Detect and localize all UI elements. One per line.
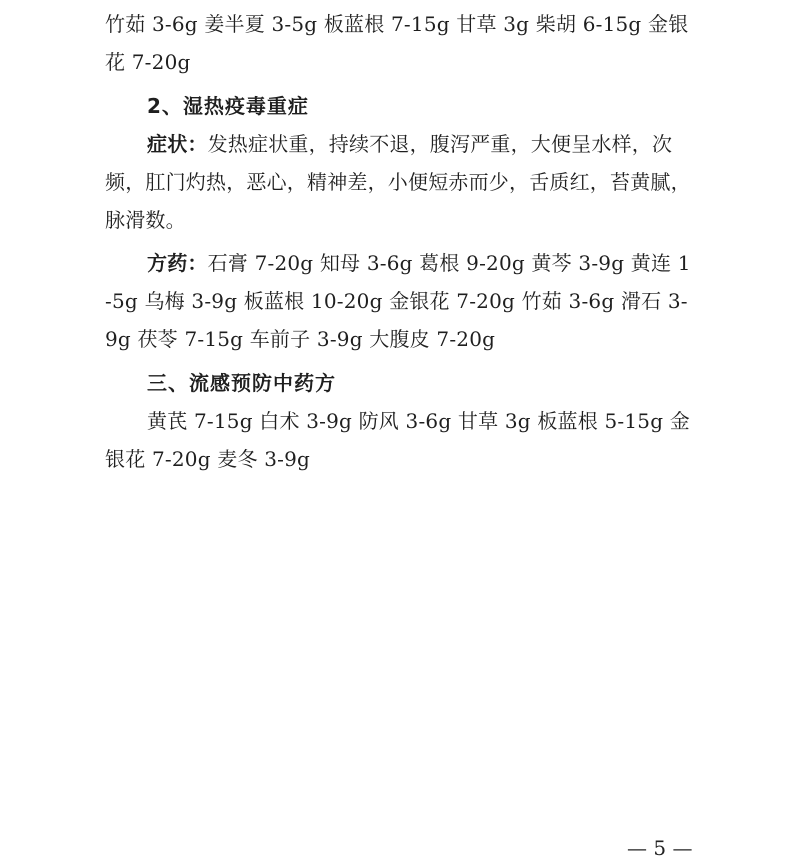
symptoms-text: 发热症状重，持续不退，腹泻严重，大便呈水样，次频，肛门灼热，恶心，精神差，小便短赤而少，舌质红，苔黄腻，脉滑数。 xyxy=(105,132,691,232)
page-number: — 5 — xyxy=(627,836,693,860)
section-2-heading: 2、湿热疫毒重症 xyxy=(147,94,309,118)
section-3-heading: 三、流感预防中药方 xyxy=(147,371,336,395)
carryover-prescription-text: 竹茹 3-6g 姜半夏 3-5g 板蓝根 7-15g 甘草 3g 柴胡 6-15g 金银花 7-20g xyxy=(105,12,689,74)
prevention-prescription-text: 黄芪 7-15g 白术 3-9g 防风 3-6g 甘草 3g 板蓝根 5-15g 金银花 7-20g 麦冬 3-9g xyxy=(105,409,690,471)
symptoms-paragraph xyxy=(105,125,695,239)
symptoms-label: 症状： xyxy=(147,132,208,156)
prescription-label: 方药： xyxy=(147,251,208,275)
prescription-text: 石膏 7-20g 知母 3-6g 葛根 9-20g 黄芩 3-9g 黄连 1-5g 乌梅 3-9g 板蓝根 10-20g 金银花 7-20g 竹茹 3-6g 滑石 3-9g 茯苓 7-15g 车前子 3-9g 大腹皮 7-20g xyxy=(105,251,691,351)
prescription-paragraph xyxy=(105,244,695,358)
